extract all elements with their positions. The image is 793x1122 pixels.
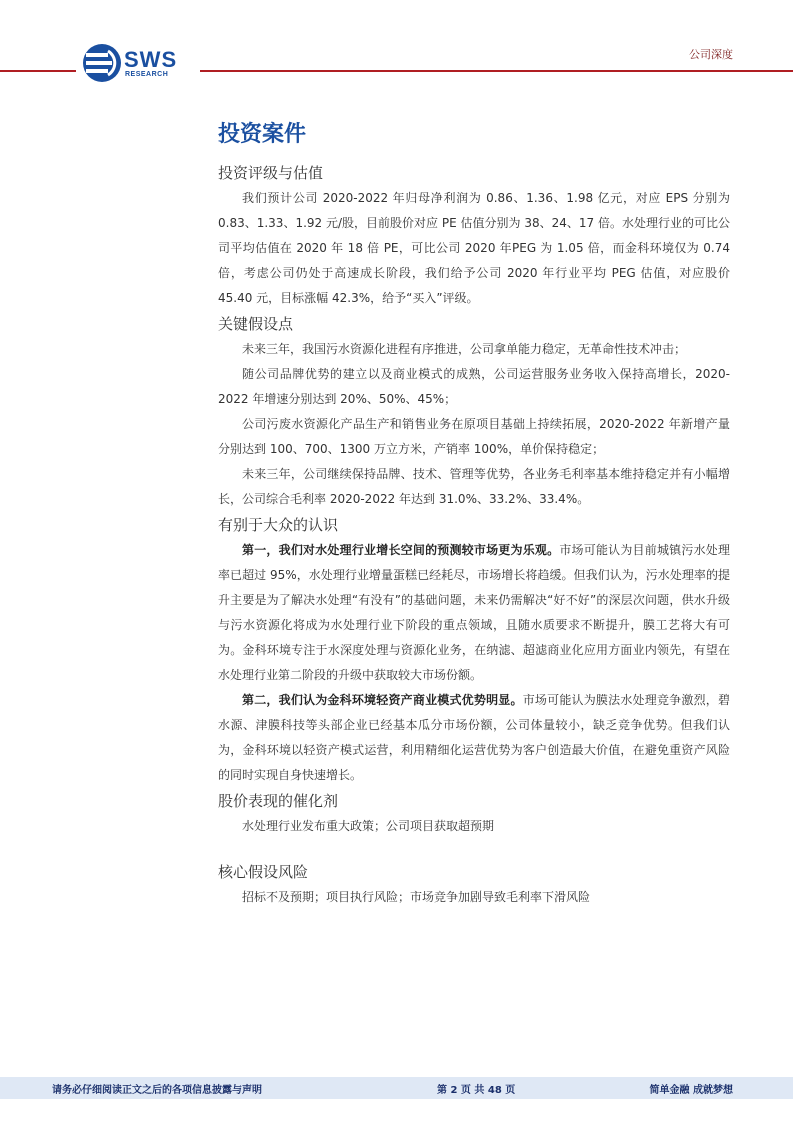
section-heading: 关键假设点: [218, 315, 294, 333]
page-header: [0, 0, 793, 90]
section-heading: 股价表现的催化剂: [218, 792, 339, 810]
section-rating: [218, 160, 730, 311]
paragraph: [218, 538, 730, 688]
paragraph: [218, 885, 730, 910]
section-heading: 核心假设风险: [218, 863, 309, 881]
section-risks: [218, 859, 730, 910]
paragraph-text: 随公司品牌优势的建立以及商业模式的成熟，公司运营服务业务收入保持高增长，2020-2022 年增速分别达到 20%、50%、45%；: [218, 367, 730, 406]
sws-logo-icon: [82, 43, 122, 83]
footer-slogan: 简单金融 成就梦想: [649, 1085, 733, 1096]
paragraph: [218, 337, 730, 362]
paragraph-text: 公司污废水资源化产品生产和销售业务在原项目基础上持续拓展，2020-2022 年新增产量分别达到 100、700、1300 万立方米，产销率 100%，单价保持稳定；: [218, 417, 730, 456]
logo-subtitle: RESEARCH: [125, 71, 169, 78]
page-title: 投资案件: [218, 122, 307, 147]
paragraph-text: 水处理行业发布重大政策；公司项目获取超预期: [242, 819, 495, 833]
section-heading: 有别于大众的认识: [218, 516, 339, 534]
section-key-assumptions: [218, 311, 730, 512]
paragraph: [218, 814, 730, 839]
page-number: 第 2 页 共 48 页: [437, 1085, 516, 1096]
paragraph-lead: 第二，我们认为金科环境轻资产商业模式优势明显。: [242, 693, 523, 707]
header-rule-right: [200, 70, 793, 72]
paragraph-text: 未来三年，我国污水资源化进程有序推进，公司拿单能力稳定，无革命性技术冲击；: [242, 342, 687, 356]
section-catalysts: [218, 788, 730, 839]
sws-logo: [82, 43, 192, 83]
document-type-label: 公司深度: [689, 48, 733, 61]
paragraph-text: 市场可能认为目前城镇污水处理率已超过 95%，水处理行业增量蛋糕已经耗尽，市场增长将趋缓。但我们认为，污水处理率的提升主要是为了解决水处理“有没有”的基础问题，未来仍需解决“好不好”的深层次问题，供水升级与污水资源化将成为水处理行业下阶段的重点领域，且随水质要求不断提升，膜工艺将大有可为。金科环境专注于水深度处理与资源化业务，在纳滤、超滤商业化应用方面业内领先，有望在水处理行业第二阶段的升级中获取较大市场份额。: [218, 543, 730, 682]
footer-disclaimer: 请务必仔细阅读正文之后的各项信息披露与声明: [52, 1085, 262, 1096]
logo-wordmark: SWS: [124, 47, 178, 72]
paragraph-text: 未来三年，公司继续保持品牌、技术、管理等优势，各业务毛利率基本维持稳定并有小幅增长，公司综合毛利率 2020-2022 年达到 31.0%、33.2%、33.4%。: [218, 467, 730, 506]
paragraph: [218, 412, 730, 462]
paragraph: [218, 462, 730, 512]
spacer: [218, 839, 730, 859]
page-footer: [0, 1077, 793, 1099]
paragraph-text: 我们预计公司 2020-2022 年归母净利润为 0.86、1.36、1.98 亿元，对应 EPS 分别为 0.83、1.33、1.92 元/股，目前股价对应 PE 估值分别为 38、24、17 倍。水处理行业的可比公司平均估值在 2020 年 18 倍 PE，可比公司 2020 年PEG 为 1.05 倍，而金科环境仅为 0.74 倍，考虑公司仍处于高速成长阶段，我们给予公司 2020 年行业平均 PEG 估值，对应股价 45.40 元，目标涨幅 42.3%，给予“买入”评级。: [218, 191, 730, 305]
paragraph: [218, 362, 730, 412]
paragraph-lead: 第一，我们对水处理行业增长空间的预测较市场更为乐观。: [242, 543, 560, 557]
section-differentiated-view: [218, 512, 730, 788]
paragraph-text: 招标不及预期；项目执行风险；市场竞争加剧导致毛利率下滑风险: [242, 890, 591, 904]
header-rule-left: [0, 70, 76, 72]
section-heading: 投资评级与估值: [218, 164, 324, 182]
paragraph-text: 市场可能认为膜法水处理竞争激烈，碧水源、津膜科技等头部企业已经基本瓜分市场份额，公司体量较小，缺乏竞争优势。但我们认为，金科环境以轻资产模式运营，利用精细化运营优势为客户创造最大价值，在避免重资产风险的同时实现自身快速增长。: [218, 693, 730, 782]
main-content: [218, 118, 730, 910]
paragraph: [218, 186, 730, 311]
paragraph: [218, 688, 730, 788]
